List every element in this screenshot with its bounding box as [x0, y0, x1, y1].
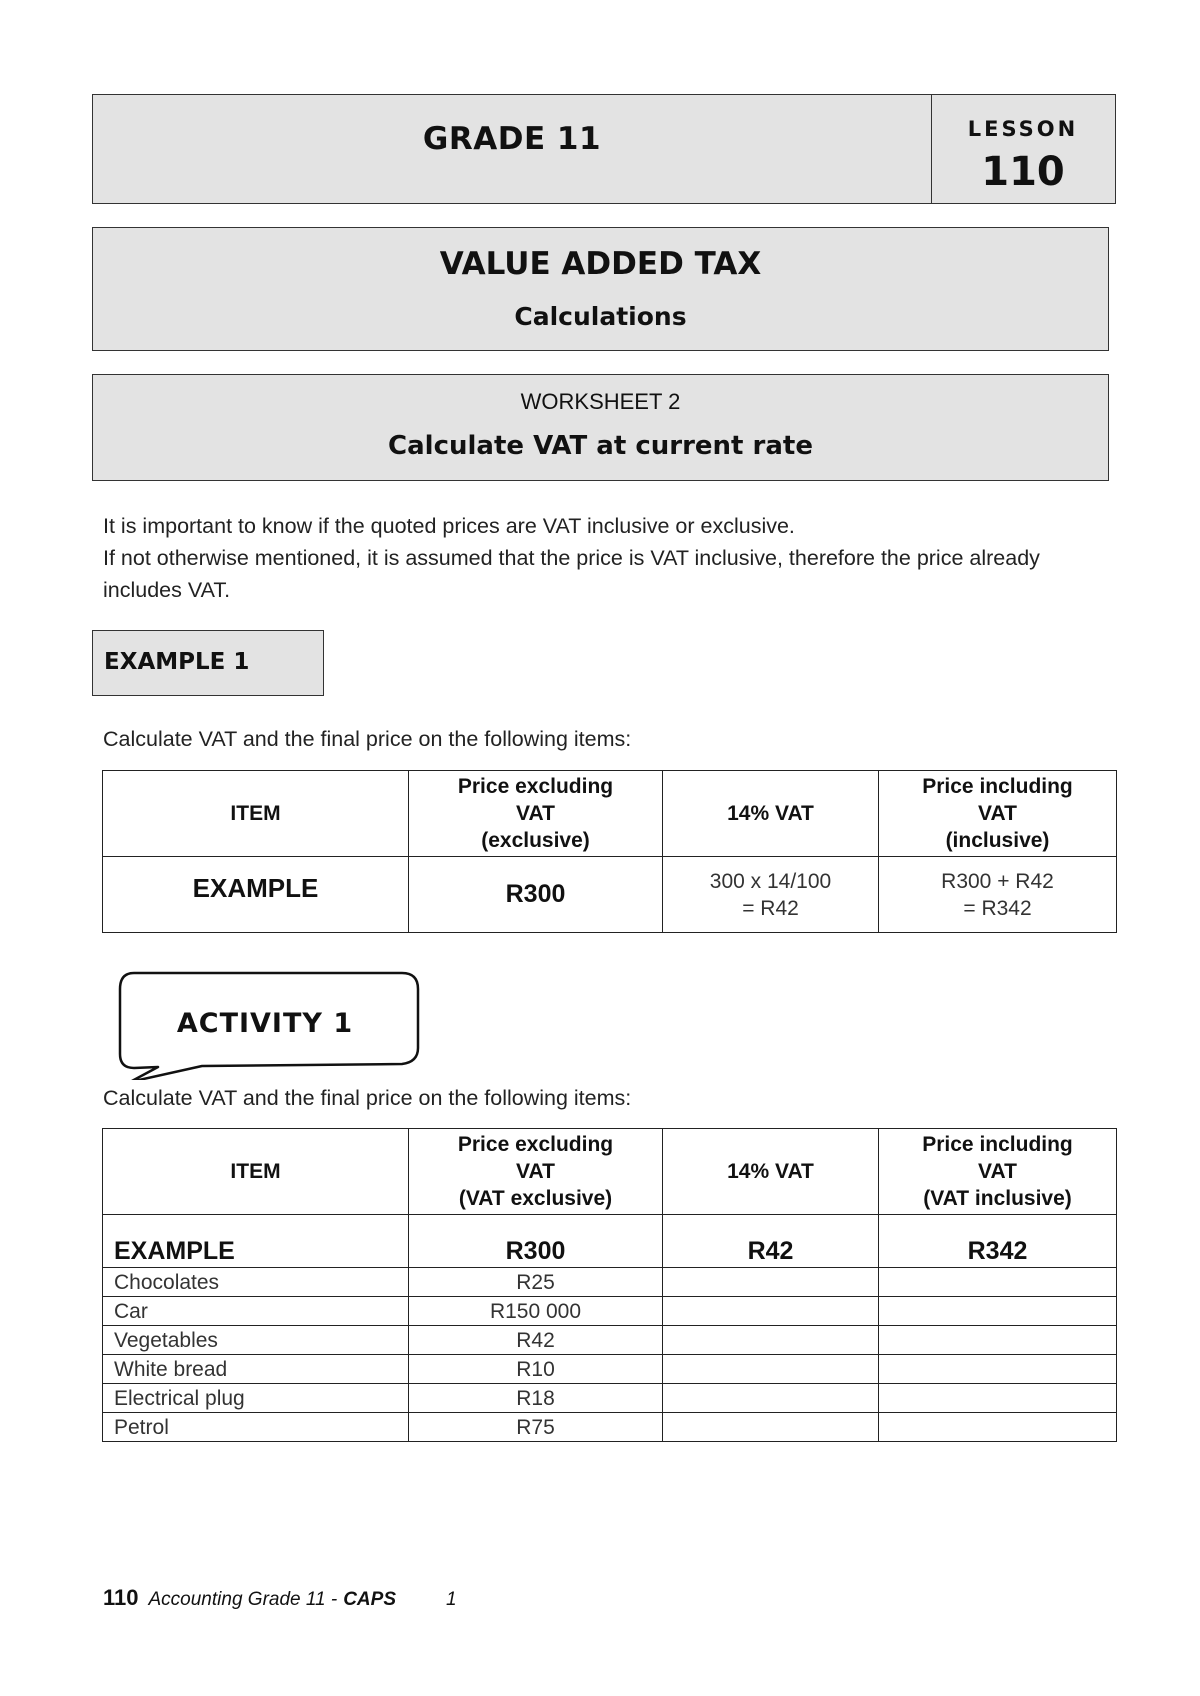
example-vat-cell: R42 [663, 1215, 879, 1268]
incl-answer-cell[interactable] [879, 1326, 1117, 1355]
item-name-cell: Car [103, 1297, 409, 1326]
vat-answer-cell[interactable] [663, 1355, 879, 1384]
example-incl-cell: R342 [879, 1215, 1117, 1268]
item-price-cell: R75 [409, 1413, 663, 1442]
footer-page-number: 110 [103, 1585, 139, 1610]
header-text: Price excluding [457, 1133, 614, 1156]
header-item: ITEM [103, 771, 409, 857]
header-price-excluding [409, 771, 663, 857]
lesson-label: LESSON [967, 117, 1079, 141]
example-table [102, 770, 1117, 933]
incl-answer-cell[interactable] [879, 1413, 1117, 1442]
example-item-cell: EXAMPLE [103, 1215, 409, 1268]
header-text: Price excluding [457, 775, 614, 798]
activity-instruction: Calculate VAT and the final price on the following items: [103, 1086, 632, 1110]
header-text: (VAT inclusive) [923, 1187, 1072, 1210]
example-price-cell: R300 [409, 1215, 663, 1268]
topic-title: VALUE ADDED TAX [439, 246, 762, 282]
worksheet-label: WORKSHEET 2 [520, 389, 681, 414]
table-row [103, 1326, 1117, 1355]
vat-answer-cell[interactable] [663, 1384, 879, 1413]
table-row [103, 1297, 1117, 1326]
table-row [103, 1384, 1117, 1413]
item-price-cell: R10 [409, 1355, 663, 1384]
example-price-cell: R300 [409, 857, 663, 933]
header-price-including [879, 1129, 1117, 1215]
lesson-number: 110 [981, 149, 1065, 195]
header-item: ITEM [103, 1129, 409, 1215]
vat-calc-line: 300 x 14/100 [709, 869, 832, 893]
table-header-row [103, 771, 1117, 857]
example-vat-cell [663, 857, 879, 933]
topic-box [92, 227, 1109, 351]
header-text: VAT [516, 1160, 555, 1183]
table-header-row [103, 1129, 1117, 1215]
header-price-excluding [409, 1129, 663, 1215]
footer-sheet-number: 1 [446, 1589, 457, 1610]
table-row [103, 1355, 1117, 1384]
incl-answer-cell[interactable] [879, 1297, 1117, 1326]
topic-subtitle: Calculations [514, 302, 687, 331]
page-footer [103, 1585, 457, 1611]
header-text: VAT [978, 802, 1017, 825]
header-price-including [879, 771, 1117, 857]
activity-label: ACTIVITY 1 [176, 1008, 354, 1039]
example-label: EXAMPLE 1 [104, 649, 250, 675]
incl-calc-line: R300 + R42 [941, 869, 1054, 893]
item-name-cell: Petrol [103, 1413, 409, 1442]
footer-caps: CAPS [343, 1589, 396, 1610]
item-name-cell: White bread [103, 1355, 409, 1384]
incl-answer-cell[interactable] [879, 1384, 1117, 1413]
item-name-cell: Chocolates [103, 1268, 409, 1297]
incl-answer-cell[interactable] [879, 1268, 1117, 1297]
header-text: (inclusive) [945, 829, 1050, 852]
header-vat: 14% VAT [663, 1129, 879, 1215]
worksheet-box [92, 374, 1109, 481]
incl-answer-cell[interactable] [879, 1355, 1117, 1384]
table-row [103, 1268, 1117, 1297]
table-row [103, 1413, 1117, 1442]
table-row [103, 1215, 1117, 1268]
item-price-cell: R25 [409, 1268, 663, 1297]
header-text: (VAT exclusive) [458, 1187, 613, 1210]
header-text: (exclusive) [481, 829, 590, 852]
example-incl-cell [879, 857, 1117, 933]
activity-table [102, 1128, 1117, 1442]
item-name-cell: Electrical plug [103, 1384, 409, 1413]
worksheet-title: Calculate VAT at current rate [388, 431, 813, 461]
header-vat: 14% VAT [663, 771, 879, 857]
intro-paragraph [103, 510, 1103, 606]
intro-line-2: If not otherwise mentioned, it is assumed that the price is VAT inclusive, therefore the price already includes VAT. [103, 546, 1040, 602]
vat-answer-cell[interactable] [663, 1326, 879, 1355]
vat-answer-cell[interactable] [663, 1268, 879, 1297]
vat-answer-cell[interactable] [663, 1297, 879, 1326]
item-price-cell: R42 [409, 1326, 663, 1355]
header-text: Price including [922, 775, 1073, 798]
intro-line-1: It is important to know if the quoted prices are VAT inclusive or exclusive. [103, 514, 795, 538]
vat-calc-line: = R42 [742, 896, 799, 920]
vat-answer-cell[interactable] [663, 1413, 879, 1442]
header-text: Price including [922, 1133, 1073, 1156]
header-text: VAT [516, 802, 555, 825]
item-price-cell: R150 000 [409, 1297, 663, 1326]
item-price-cell: R18 [409, 1384, 663, 1413]
grade-title: GRADE 11 [422, 121, 602, 157]
table-row [103, 857, 1117, 933]
footer-book-title: Accounting Grade 11 - [148, 1589, 338, 1610]
example-label-box [92, 630, 324, 696]
header-text: VAT [978, 1160, 1017, 1183]
example-item-cell: EXAMPLE [103, 857, 409, 933]
header-box [92, 94, 1116, 204]
example-instruction: Calculate VAT and the final price on the following items: [103, 727, 632, 751]
incl-calc-line: = R342 [963, 896, 1032, 920]
item-name-cell: Vegetables [103, 1326, 409, 1355]
